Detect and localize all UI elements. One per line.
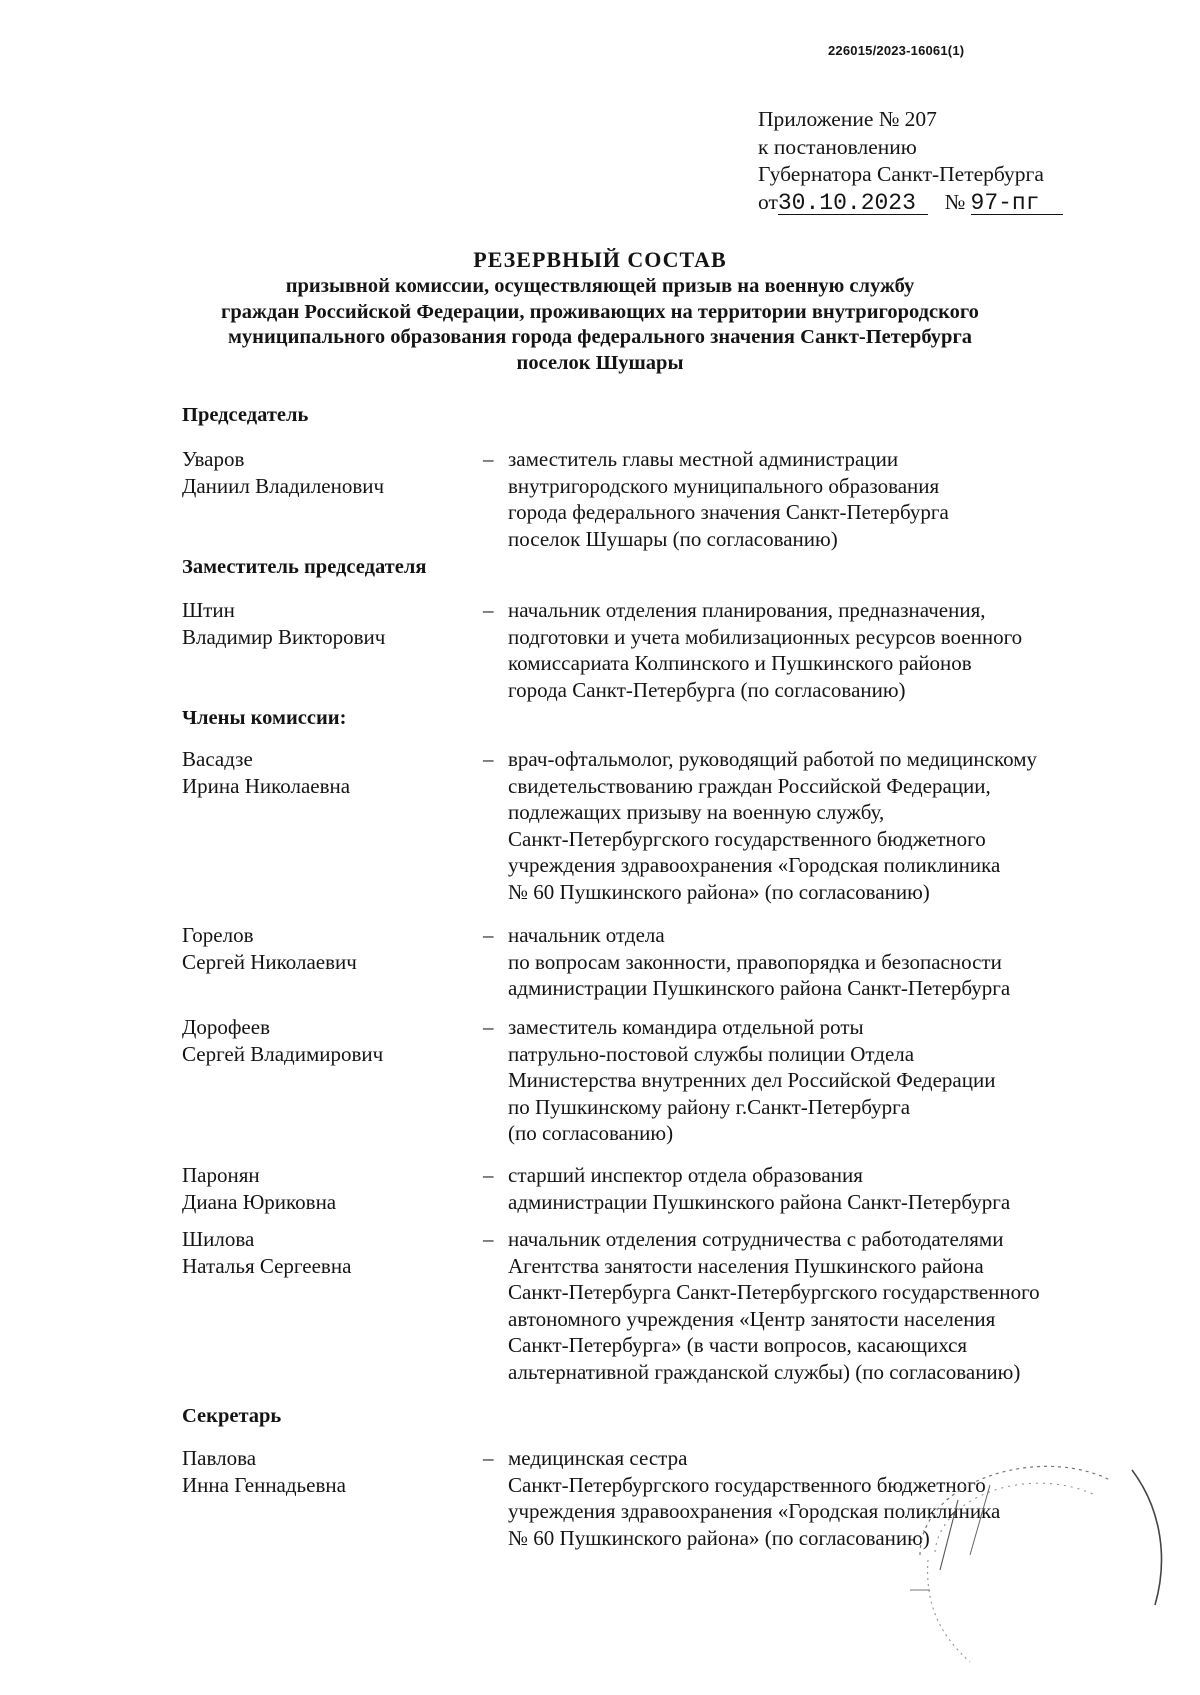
position-line: врач-офтальмолог, руководящий работой по медицинскому (508, 747, 1037, 771)
dash: – (483, 1446, 494, 1470)
member-name (182, 597, 472, 650)
number-prefix: № (944, 189, 966, 214)
dash: – (483, 747, 494, 771)
title-line: муниципального образования города федерального значения Санкт-Петербурга (227, 326, 973, 348)
section-chairman (182, 404, 1142, 427)
position-line: администрации Пушкинского района Санкт-Петербурга (508, 976, 1011, 1000)
position-line: (по согласованию) (508, 1121, 674, 1145)
member-name (182, 446, 472, 499)
section-heading: Председатель (182, 404, 309, 426)
member-surname: Васадзе (182, 747, 253, 771)
member-position (508, 446, 1148, 552)
position-line: Санкт-Петербурга» (в части вопросов, касающихся (508, 1333, 968, 1357)
position-line: № 60 Пушкинского района» (по согласованию) (508, 1525, 930, 1550)
section-heading: Секретарь (182, 1405, 282, 1427)
position-line: внутригородского муниципального образования (508, 473, 940, 498)
position-line: по вопросам законности, правопорядка и безопасности (508, 949, 1002, 974)
appendix-reference: к постановлению (758, 134, 917, 159)
document-title (150, 246, 1050, 376)
member-surname: Штин (182, 598, 235, 622)
decree-number: 97-пг (971, 192, 1063, 215)
position-line: подготовки и учета мобилизационных ресурсов военного (508, 624, 1023, 649)
appendix-block (758, 106, 1063, 216)
decree-date: 30.10.2023 (778, 192, 928, 215)
member-name (182, 1445, 472, 1498)
member-name (182, 922, 472, 975)
position-line: Агентства занятости населения Пушкинского района (508, 1253, 984, 1278)
stamp-imprint-icon (900, 1440, 1180, 1670)
position-line: патрульно-постовой службы полиции Отдела (508, 1041, 915, 1066)
position-line: Санкт-Петербургского государственного бюджетного (508, 826, 986, 851)
dash: – (483, 447, 494, 471)
position-line: заместитель командира отдельной роты (508, 1015, 864, 1039)
member-surname: Дорофеев (182, 1015, 270, 1039)
member-surname: Шилова (182, 1227, 255, 1251)
section-heading: Заместитель председателя (182, 556, 427, 578)
section-secretary (182, 1405, 1142, 1428)
member-surname: Паронян (182, 1163, 260, 1187)
position-line: заместитель главы местной администрации (508, 447, 899, 471)
position-line: подлежащих призыву на военную службу, (508, 800, 885, 824)
member-position (508, 597, 1148, 703)
appendix-number: Приложение № 207 (758, 107, 937, 131)
title-line: поселок Шушары (516, 351, 684, 374)
member-given-name: Ирина Николаевна (182, 773, 351, 798)
dash: – (483, 923, 494, 947)
position-line: начальник отдела (508, 923, 665, 947)
position-line: Министерства внутренних дел Российской Федерации (508, 1068, 996, 1092)
position-line: города Санкт-Петербурга (по согласованию) (508, 677, 906, 702)
member-name (182, 1162, 472, 1215)
dash: – (483, 1227, 494, 1251)
position-line: начальник отделения сотрудничества с работодателями (508, 1227, 1004, 1251)
position-line: старший инспектор отдела образования (508, 1163, 863, 1187)
position-line: учреждения здравоохранения «Городская поликлиника (508, 1499, 1001, 1523)
dash: – (483, 1015, 494, 1039)
appendix-date-line (758, 189, 1063, 217)
position-line: свидетельствованию граждан Российской Федерации, (508, 773, 991, 798)
position-line: Санкт-Петербурга Санкт-Петербургского государственного (508, 1280, 1040, 1304)
member-name (182, 746, 472, 799)
section-members (182, 707, 1142, 730)
appendix-issuer: Губернатора Санкт-Петербурга (758, 162, 1044, 186)
position-line: автономного учреждения «Центр занятости населения (508, 1306, 996, 1331)
position-line: поселок Шушары (по согласованию) (508, 526, 838, 551)
document-id: 226015/2023-16061(1) (828, 43, 965, 58)
member-given-name: Наталья Сергеевна (182, 1253, 352, 1278)
member-position (508, 1226, 1148, 1385)
member-position (508, 922, 1148, 1002)
member-given-name: Владимир Викторович (182, 624, 386, 649)
member-surname: Горелов (182, 923, 254, 947)
member-given-name: Сергей Николаевич (182, 949, 357, 974)
member-surname: Павлова (182, 1446, 257, 1470)
position-line: комиссариата Колпинского и Пушкинского районов (508, 651, 972, 675)
position-line: учреждения здравоохранения «Городская поликлиника (508, 853, 1001, 877)
position-line: начальник отделения планирования, предназначения, (508, 598, 986, 622)
position-line: по Пушкинскому району г.Санкт-Петербурга (508, 1094, 911, 1119)
title-main: РЕЗЕРВНЫЙ СОСТАВ (473, 247, 727, 272)
member-given-name: Даниил Владиленович (182, 473, 385, 498)
member-name (182, 1014, 472, 1067)
member-position (508, 746, 1148, 905)
section-deputy-chairman (182, 556, 1142, 579)
position-line: медицинская сестра (508, 1446, 688, 1470)
member-name (182, 1226, 472, 1279)
member-given-name: Инна Геннадьевна (182, 1472, 346, 1497)
member-given-name: Диана Юриковна (182, 1189, 337, 1214)
date-prefix: от (758, 189, 778, 214)
position-line: альтернативной гражданской службы) (по согласованию) (508, 1359, 1021, 1384)
position-line: города федерального значения Санкт-Петербурга (508, 500, 949, 524)
position-line: № 60 Пушкинского района» (по согласованию) (508, 879, 930, 904)
dash: – (483, 1163, 494, 1187)
member-position (508, 1162, 1148, 1215)
position-line: Санкт-Петербургского государственного бюджетного (508, 1472, 986, 1497)
title-line: призывной комиссии, осуществляющей призыв на военную службу (285, 275, 915, 297)
member-surname: Уваров (182, 447, 245, 471)
member-position (508, 1014, 1148, 1147)
title-line: граждан Российской Федерации, проживающих на территории внутригородского (221, 300, 979, 323)
member-given-name: Сергей Владимирович (182, 1041, 384, 1066)
section-heading: Члены комиссии: (182, 707, 347, 729)
position-line: администрации Пушкинского района Санкт-Петербурга (508, 1189, 1011, 1214)
dash: – (483, 598, 494, 622)
